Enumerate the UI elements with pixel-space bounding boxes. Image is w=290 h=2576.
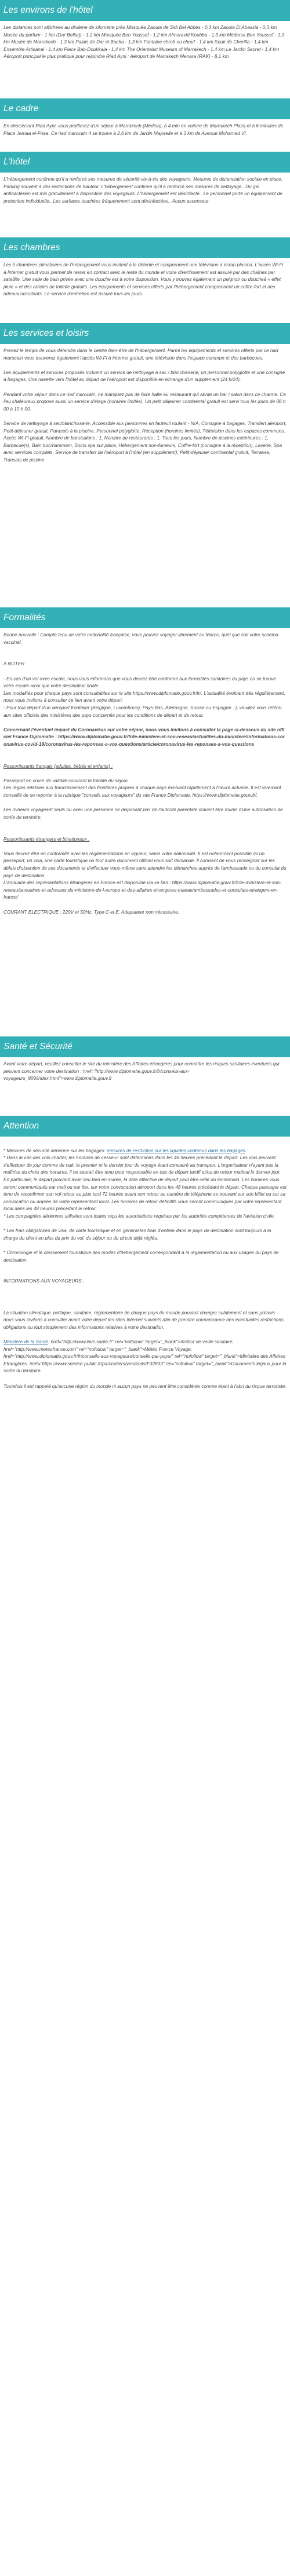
foreign-nationals-heading: Ressortissants étrangers et binationaux : (3, 836, 90, 842)
environs-heading: Les environs de l'hôtel (0, 0, 290, 21)
sante-heading: Santé et Sécurité (0, 1036, 290, 1057)
formalites-section (0, 607, 290, 1036)
formalites-heading: Formalités (0, 607, 290, 628)
cadre-section (0, 98, 290, 152)
travellers-info-text: La situation climatique, politique, sanitaire, réglementaire de chaque pays du monde pouvant changer subitement et sans préavis nous vous invitons à consulter avant votre départ les sites Internet suivants afin de prendre connaissance des éventuelles restrictions, obligations ou tout simplement des informations relatives à votre destination. (3, 1310, 285, 1330)
services-heading: Les services et loisirs (0, 323, 290, 344)
charter-flights-text: . * Dans le cas des vols charter, les horaires de cesse-ci sont déterminés dans les 48 heures précédant le départ. Les vols peuvent s'effectuer de jour comme de nuit, le premier et le dernier jour du voyage étant consacré au transport. L'organisateur n'ayant pas la maîtrise du choix des horaires, il ne saurait être tenu pour responsable en cas de départ tardif et/ou de retour matinal le dernier jour. En particulier, le départ pouvant avoir lieu tard en soirée, la date effective de départ peut être celle du lendemain. Les horaires vous seront communiqués par mail ou par fax, sur votre convocation aéroport dans les 48 heures précédant le départ. Chaque passager est tenu de reconfirmer son vol retour au plus tard 72 heures avant son retour au numéro de téléphone se trouvant sur son billet ou sur sa convocation ou auprès de votre représentant local. Les horaires de retour définitifs vous seront communiqués par votre représentant local dans les 48 heures précédant le retour. * Les compagnies aériennes utilisées sont toutes reçu les autorisations requises par les autorités compétentes de l'aviation civile. (3, 1148, 287, 1219)
french-nationals-heading: Ressortissants français (adultes, bébés et enfants) : (3, 763, 113, 769)
foreign-nationals-body: Vous devrez être en conformité avec les réglementations en vigueur, selon votre nationalité. Il est notamment possible qu'un passeport, un visa, une carte touristique ou tout autre document officiel vous soit demandé. Il convient de vous renseigner sur les délais d'obtention de ces documents et d'effectuer vous-même sans attendre les démarches auprès de l'ambassade ou du consulat du pays de destination. L'annuaire des représentations étrangères en France est disponible via ce lien : https://www.diplomatie.gouv.fr/fr/le-ministere-et-son-reseau/annuaires-et-adresses-du-ministere-de-l-europe-et-des-affaires-etrangeres-maeae/ambassades-et-consulats-etrangers-en-france/ (3, 851, 287, 900)
accommodation-classification-text: * Chronologie et le classement touristique des modes d'hébergement correspondent à la réglementation ou aux usages du pays de destination. (3, 1249, 279, 1263)
cadre-text: En choisissant Riad Ayni, vous profiterez d'un séjour à Marrakech (Médina), à 4 min en voiture de Marrakech Plaza et à 6 minutes de Place Jemaa el-Fnaa. Ce riad marocain 4 se trouve à 2,6 km de Jardin Majorelle et à 3 km de Avenue Mohamed VI. (3, 123, 284, 136)
chambres-heading: Les chambres (0, 237, 290, 258)
attention-heading: Attention (0, 1116, 290, 1137)
environs-text: Les distances sont affichées au dixième de kilomètre près Mosquée Zaouia de Sidi Bel Abbès - 0,3 km Zaouia El Abassia - 0,3 km Musée du parfum - 1 km (Dar Bellarj) - 1,2 km Mosquée Ben Youssef - 1,2 km Almoravid Koubba - 1,3 km Médersa Ben Youssef - 1,3 km Musée de Marrakech - 1,3 km Palais de Dar el Bacha - 1,3 km Fontaine chrob ou chouf - 1,4 km Souk de Cherifia - 1,4 km Ensemble Artisanal - 1,4 km Place Bab-Doukkala - 1,4 km The Orientalist Museum of Marrakech - 1,4 km Le Jardin Secret - 1,4 km Aéroport principal le plus pratique pour rejoindre Riad Ayni : Aéroport de Marrakech Menara (RAK) - 8,1 km (3, 25, 285, 60)
services-paragraph-2: Les équipements et services proposés incluent un service de nettoyage à sec / blanchisserie, un personnel polyglotte et une consigne à bagages. Une navette vers l'hôtel au départ de l'aéroport est disponible en échange d'un supplément (24 h/24). (3, 369, 285, 383)
services-paragraph-1: Prenez le temps de vous détendre dans le centre bien-être de l'hébergement. Parmi les équipements et services offerts par ce riad marocain vous trouverez également l'accès Wi-Fi à Internet gratuit, une télévision dans l'espace commun et des barbecues. (3, 348, 278, 361)
services-paragraph-4: Service de nettoyage à sec/blanchisserie, Accessible aux personnes en fauteuil roulant - N/A, Consigne à bagages, Transfert aéroport, Petit-déjeuner gratuit, Parasols à la piscine, Personnel polyglotte, Réception (horaires limités), Télévision dans les espaces communs, Accès Wi-Fi gratuit, Nombre de bars/salons : 1, Nombre de restaurants : 1, Tous les jours, Nombre de piscines extérieures : 1, Barbecue(s), Bain turc/hammam, Soins spa sur place, Hébergement non-fumeurs, Coffre-fort (consigne à la réception), Laverie, Spa avec services complets, Service de transfert de l'aéroport à l'hôtel (en supplément), Petit-déjeuner continental gratuit, Terrasse, Transats de piscine (3, 420, 287, 463)
useful-links-text: . href="http://www.invs.sante.fr" rel="nofollow" target="_blank">Institut de veille sanitaire, href="http://www.meteofrance.com" rel="nofollow" target="_blank">Météo France Voyage, href="http://www.diplomatie.gouv.fr/fr/conseils-aux-voyageurs/conseils-par-pays/" rel="nofollow" target="_blank">Ministère des Affaires Etrangères, href="https://www.service-public.fr/particuliers/vosdroits/F32833" rel="nofollow" target="_blank">Documents légaux pour la sortie du territoire. (3, 1339, 287, 1374)
terrorism-notice: Toutefois il est rappelé qu'aucune région du monde ni aucun pays ne peuvent être considérés comme étant à l'abri du risque terroriste. (3, 1384, 287, 1390)
health-ministry-link[interactable]: Ministère de la Santé (3, 1339, 48, 1345)
electric-current: COURANT ELECTRIQUE : 220V et 50Hz. Type C et E. Adaptateur non nécessaire. (3, 909, 180, 915)
coronavirus-notice: Concernant l'éventuel impact du Coronavirus sur votre séjour, nous vous invitons à consulter la page ci-dessous du site officiel France Diplomatie : https://www.diplomatie.gouv.fr/fr/le-ministere-et-son-reseau/actualites-du-ministere/informations-coronavirus-covid-19/coronavirus-les-reponses-a-vos-questions/article/coronavirus-les-reponses-a-vos-questions (3, 727, 285, 747)
french-nationals-body: Passeport en cours de validité couvrant la totalité du séjour. Les règles relatives aux franchissement des frontières propres à chaque pays évoluent rapidement à l'heure actuelle. Il est vivement conseillé de se reporter à la rubrique "conseils aux voyageurs" du site France Diplomatie, https://www.diplomatie.gouv.fr/. (3, 778, 281, 798)
cadre-heading: Le cadre (0, 98, 290, 119)
security-measures-prefix: * Mesures de sécurité aérienne sur les bagages: (3, 1148, 107, 1153)
formalites-paragraph-1: Bonne nouvelle : Compte tenu de votre nationalité française, vous pouvez voyager librement au Maroc, quel que soit votre schéma vaccinal. (3, 632, 278, 645)
visa-fees-text: * Les frais obligatoires de visa, de carte touristique et en général les frais d'entrée dans le pays de destination sont toujours à la charge du client en plus du prix du vol, du séjour ou du circuit déjà réglés. (3, 1228, 271, 1241)
attention-section (0, 1116, 290, 1391)
travellers-info-heading: INFORMATIONS AUX VOYAGEURS : (3, 1278, 85, 1284)
hotel-section (0, 152, 290, 237)
services-section (0, 323, 290, 607)
services-paragraph-3: Pendant votre séjour dans ce riad marocain, ne manquez pas de faire halte au restaurant qui abrite un bar / salon dans ce charme. Ce lieu chaleureux propose aussi un service d'étage (horaires limités). Un petit déjeuner continental gratuit est servi tous les jours de 08 h 00 à 10 h 00. (3, 391, 286, 412)
note-heading: A NOTER (3, 661, 25, 667)
chambres-text: Les 5 chambres climatisées de l'hébergement vous invitent à la détente et comprennent une télévision à écran plasma. L'accès Wi-Fi à Internet gratuit vous permet de rester en contact avec le reste du monde et votre divertissement est assuré par des chaînes par satellite. Une salle de bain privée avec une douche est à votre disposition. Vous y trouvez également un peignoir ou doucheà « effet pluie » et des articles de toilette gratuits. Les équipements et services offerts par l'hébergement comprennent un coffre-fort et des rideaux occultants. Le service d'entretien est assuré tous les jours. (3, 262, 284, 297)
hotel-text: L'hébergement confirme qu'il a renforcé ses mesures de sécurité vis-à-vis des voyageurs. Mesures de distanciation sociale en place, Parking souvent à des restrictions de hauteur, L'hébergement confirme qu'il a renforcé ses mesures de nettoyage.. Du gel antibactérien est mis gratuitement à disposition des voyageurs. L'hébergement est désinfecté.. Le personnel porte un équipement de protection individuelle.. Les surfaces touchées fréquemment sont désinfectées.. Aucun ascenseur (3, 177, 282, 204)
environs-section (0, 0, 290, 98)
sante-text: Avant votre départ, veuillez consulter le site du ministère des Affaires étrangères pour connaître les risques sanitaires éventuels qui peuvent concerner votre destination : href="http://www.diplomatie.gouv.fr/fr/conseils-aux-voyageurs_909/index.html">www.diplomatie.gouv.fr (3, 1061, 280, 1082)
minors-notice: Les mineurs voyageant seuls ou avec une personne ne disposant pas de l'autorité parentale doivent être munis d'une autorisation de sortie de territoire. (3, 807, 283, 820)
chambres-section (0, 237, 290, 323)
hotel-heading: L'hôtel (0, 152, 290, 173)
liquids-restriction-link[interactable]: mesures de restriction sur les liquides contenus dans les bagages (106, 1148, 245, 1153)
note-body: - En cas d'un vol avec escale, nous vous informons que vous devrez être conforme aux formalités sanitaires du pays où se trouve votre escale ainsi que votre destination finale. Les modalités pour chaque pays sont consultables sur le site https://www.diplomatie.gouv.fr/fr/. L'actualité évoluant très régulièrement, nous vous invitons à consulter ce lien avant votre départ. - Pour tout départ d'un aéroport frontalier (Belgique, Luxembourg, Pays-Bas, Allemagne, Suisse ou Espagne...), veuillez vous référer aux sites officiels des ministères des pays concernés pour les conditions de départ et de retour. (3, 676, 285, 718)
sante-section (0, 1036, 290, 1116)
